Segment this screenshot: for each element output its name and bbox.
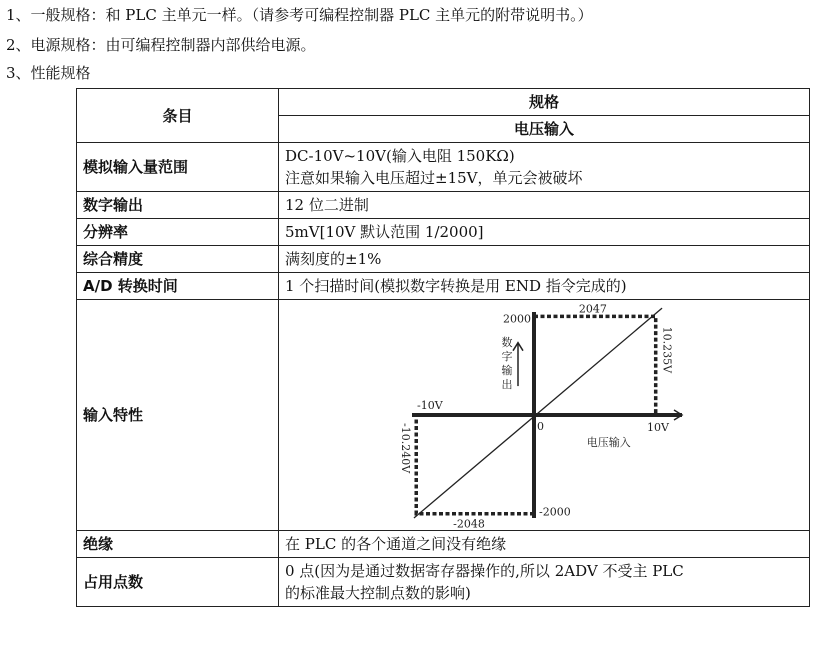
label-left-limit: -10.240V bbox=[399, 423, 413, 474]
y-axis-label-char: 字 bbox=[501, 350, 513, 364]
occupied-points-label: 占用点数 bbox=[77, 558, 279, 607]
y-axis-label-char: 数 bbox=[501, 336, 513, 350]
intro-power-spec: 2、电源规格：由可编程控制器内部供给电源。 bbox=[6, 36, 316, 54]
intro-performance-spec: 3、性能规格 bbox=[6, 64, 91, 82]
input-characteristic-label: 输入特性 bbox=[77, 300, 279, 531]
table-row bbox=[77, 300, 810, 531]
isolation-value: 在 PLC 的各个通道之间没有绝缘 bbox=[279, 531, 810, 558]
occupied-points-line1: 0 点(因为是通过数据寄存器操作的,所以 2ADV 不受主 PLC bbox=[285, 562, 684, 580]
analog-range-value-line2: 注意如果输入电压超过±15V，单元会被破坏 bbox=[285, 169, 583, 187]
resolution-value: 5mV[10V 默认范围 1/2000] bbox=[279, 219, 810, 246]
label-y-neg: -2000 bbox=[539, 505, 571, 519]
table-row bbox=[77, 273, 810, 300]
conversion-time-value: 1 个扫描时间(模拟数字转换是用 END 指令完成的) bbox=[279, 273, 810, 300]
y-axis-label-char: 出 bbox=[501, 378, 513, 392]
header-voltage-input: 电压输入 bbox=[279, 116, 810, 143]
table-row bbox=[77, 143, 810, 192]
accuracy-label: 综合精度 bbox=[77, 246, 279, 273]
analog-range-label: 模拟输入量范围 bbox=[77, 143, 279, 192]
label-x-neg: -10V bbox=[417, 399, 443, 412]
x-axis-label: 电压输入 bbox=[586, 436, 631, 449]
label-top-value: 2047 bbox=[578, 302, 607, 316]
analog-range-value-line1: DC-10V~10V(输入电阻 150KΩ) bbox=[285, 147, 515, 165]
label-x-pos: 10V bbox=[647, 421, 669, 434]
conversion-time-label: A/D 转换时间 bbox=[77, 273, 279, 300]
digital-output-value: 12 位二进制 bbox=[279, 192, 810, 219]
header-spec: 规格 bbox=[279, 89, 810, 116]
label-origin: 0 bbox=[537, 420, 544, 433]
header-item: 条目 bbox=[77, 89, 279, 143]
negative-limit-box bbox=[416, 415, 534, 514]
intro-general-spec: 1、一般规格：和 PLC 主单元一样。（请参考可编程控制器 PLC 主单元的附带说明书。） bbox=[6, 6, 593, 24]
table-row bbox=[77, 558, 810, 607]
chart-wrap bbox=[279, 300, 809, 530]
label-bottom-value: -2048 bbox=[453, 517, 485, 531]
input-characteristic-chart bbox=[399, 302, 694, 531]
y-axis-label-char: 输 bbox=[501, 364, 513, 378]
table-row bbox=[77, 246, 810, 273]
occupied-points-value bbox=[279, 558, 810, 607]
table-row bbox=[77, 219, 810, 246]
performance-spec-table bbox=[76, 88, 810, 607]
digital-output-label: 数字输出 bbox=[77, 192, 279, 219]
resolution-label: 分辨率 bbox=[77, 219, 279, 246]
y-axis-label bbox=[502, 335, 513, 391]
isolation-label: 绝缘 bbox=[77, 531, 279, 558]
table-header-row bbox=[77, 89, 810, 116]
label-right-limit: 10.235V bbox=[660, 326, 674, 374]
analog-range-value bbox=[279, 143, 810, 192]
table-row bbox=[77, 531, 810, 558]
accuracy-value: 满刻度的±1% bbox=[279, 246, 810, 273]
table-row bbox=[77, 192, 810, 219]
label-y-pos: 2000 bbox=[503, 312, 531, 326]
input-characteristic-chart-cell bbox=[279, 300, 810, 531]
occupied-points-line2: 的标准最大控制点数的影响) bbox=[285, 584, 471, 602]
